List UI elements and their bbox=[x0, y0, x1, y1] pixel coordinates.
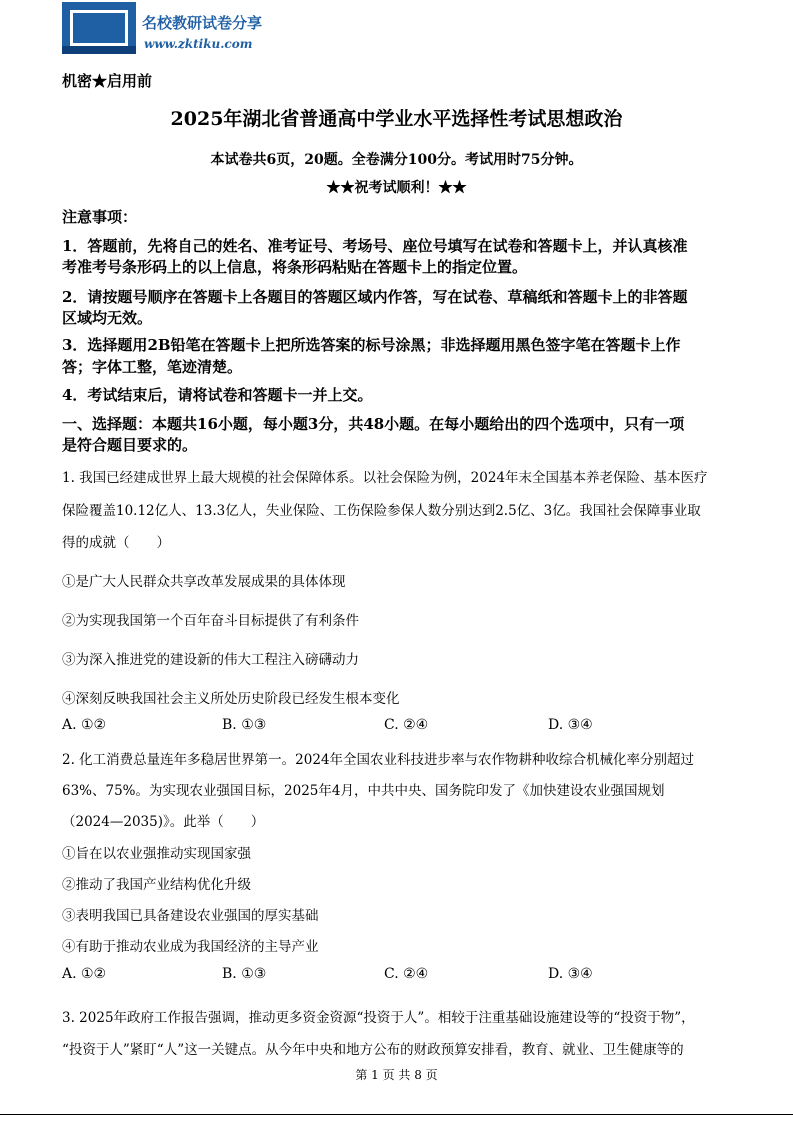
q2-stem-line-3: （2024—2035)》。此举（ ） bbox=[62, 814, 265, 830]
logo-name: 名校教研试卷分享 bbox=[142, 14, 263, 32]
confidential-mark: 机密★启用前 bbox=[62, 72, 153, 90]
notice-item-1-line-2: 考准考号条形码上的以上信息，将条形码粘贴在答题卡上的指定位置。 bbox=[62, 258, 528, 276]
q1-option-a: A. ①② bbox=[62, 717, 107, 733]
q2-item-2: ②推动了我国产业结构优化升级 bbox=[62, 877, 251, 893]
exam-subtitle: 本试卷共6页，20题。全卷满分100分。考试用时75分钟。 bbox=[210, 152, 583, 168]
notice-item-2-line-2: 区域均无效。 bbox=[62, 309, 153, 327]
q1-option-c: C. ②④ bbox=[384, 717, 429, 733]
q1-option-d: D. ③④ bbox=[548, 717, 593, 733]
q1-stem-line-1: 1. 我国已经建成世界上最大规模的社会保障体系。以社会保险为例，2024年末全国基本养老保险、基本医疗 bbox=[62, 470, 708, 486]
q1-item-3: ③为深入推进党的建设新的伟大工程注入磅礴动力 bbox=[62, 652, 359, 668]
notice-item-3-line-1: 3．选择题用2B铅笔在答题卡上把所选答案的标号涂黑；非选择题用黑色签字笔在答题卡上作 bbox=[62, 336, 681, 354]
q2-option-c: C. ②④ bbox=[384, 966, 429, 982]
q3-stem-line-1: 3. 2025年政府工作报告强调，推动更多资金资源“投资于人”。相较于注重基础设施建设等的“投资于物”， bbox=[62, 1010, 695, 1026]
page-title: 2025年湖北省普通高中学业水平选择性考试思想政治 bbox=[170, 108, 623, 130]
section-heading-line-2: 是符合题目要求的。 bbox=[62, 436, 198, 454]
q2-option-a: A. ①② bbox=[62, 966, 107, 982]
q1-stem-line-3: 得的成就（ ） bbox=[62, 535, 170, 551]
q2-item-1: ①旨在以农业强推动实现国家强 bbox=[62, 846, 251, 862]
q1-item-4: ④深刻反映我国社会主义所处历史阶段已经发生根本变化 bbox=[62, 691, 400, 707]
site-logo bbox=[62, 2, 274, 58]
q1-item-1: ①是广大人民群众共享改革发展成果的具体体现 bbox=[62, 574, 346, 590]
logo-emblem-icon bbox=[62, 2, 136, 54]
q2-option-d: D. ③④ bbox=[548, 966, 593, 982]
q1-option-b: B. ①③ bbox=[222, 717, 267, 733]
footer-divider bbox=[0, 1114, 793, 1115]
notice-heading: 注意事项： bbox=[62, 208, 138, 226]
q2-option-b: B. ①③ bbox=[222, 966, 267, 982]
page-footer: 第 1 页 共 8 页 bbox=[355, 1068, 438, 1082]
q1-item-2: ②为实现我国第一个百年奋斗目标提供了有利条件 bbox=[62, 613, 359, 629]
q2-stem-line-2: 63%、75%。为实现农业强国目标，2025年4月，中共中央、国务院印发了《加快建设农业强国规划 bbox=[62, 783, 665, 799]
logo-url: www.zktiku.com bbox=[144, 37, 253, 51]
q2-item-4: ④有助于推动农业成为我国经济的主导产业 bbox=[62, 939, 319, 955]
notice-item-3-line-2: 答；字体工整，笔迹清楚。 bbox=[62, 358, 243, 376]
exam-wish: ★★祝考试顺利！★★ bbox=[326, 180, 467, 196]
notice-item-2-line-1: 2．请按题号顺序在答题卡上各题目的答题区域内作答，写在试卷、草稿纸和答题卡上的非答题 bbox=[62, 288, 688, 306]
q3-stem-line-2: “投资于人”紧盯“人”这一关键点。从今年中央和地方公布的财政预算安排看，教育、就业、卫生健康等的 bbox=[62, 1042, 684, 1058]
section-heading-line-1: 一、选择题：本题共16小题，每小题3分，共48小题。在每小题给出的四个选项中，只有一项 bbox=[62, 415, 685, 433]
q1-stem-line-2: 保险覆盖10.12亿人、13.3亿人，失业保险、工伤保险参保人数分别达到2.5亿、3亿。我国社会保障事业取 bbox=[62, 503, 701, 519]
notice-item-1-line-1: 1．答题前，先将自己的姓名、准考证号、考场号、座位号填写在试卷和答题卡上，并认真核准 bbox=[62, 237, 688, 255]
q2-item-3: ③表明我国已具备建设农业强国的厚实基础 bbox=[62, 908, 319, 924]
q2-stem-line-1: 2. 化工消费总量连年多稳居世界第一。2024年全国农业科技进步率与农作物耕种收综合机械化率分别超过 bbox=[62, 752, 695, 768]
notice-item-4: 4．考试结束后，请将试卷和答题卡一并上交。 bbox=[62, 386, 373, 404]
